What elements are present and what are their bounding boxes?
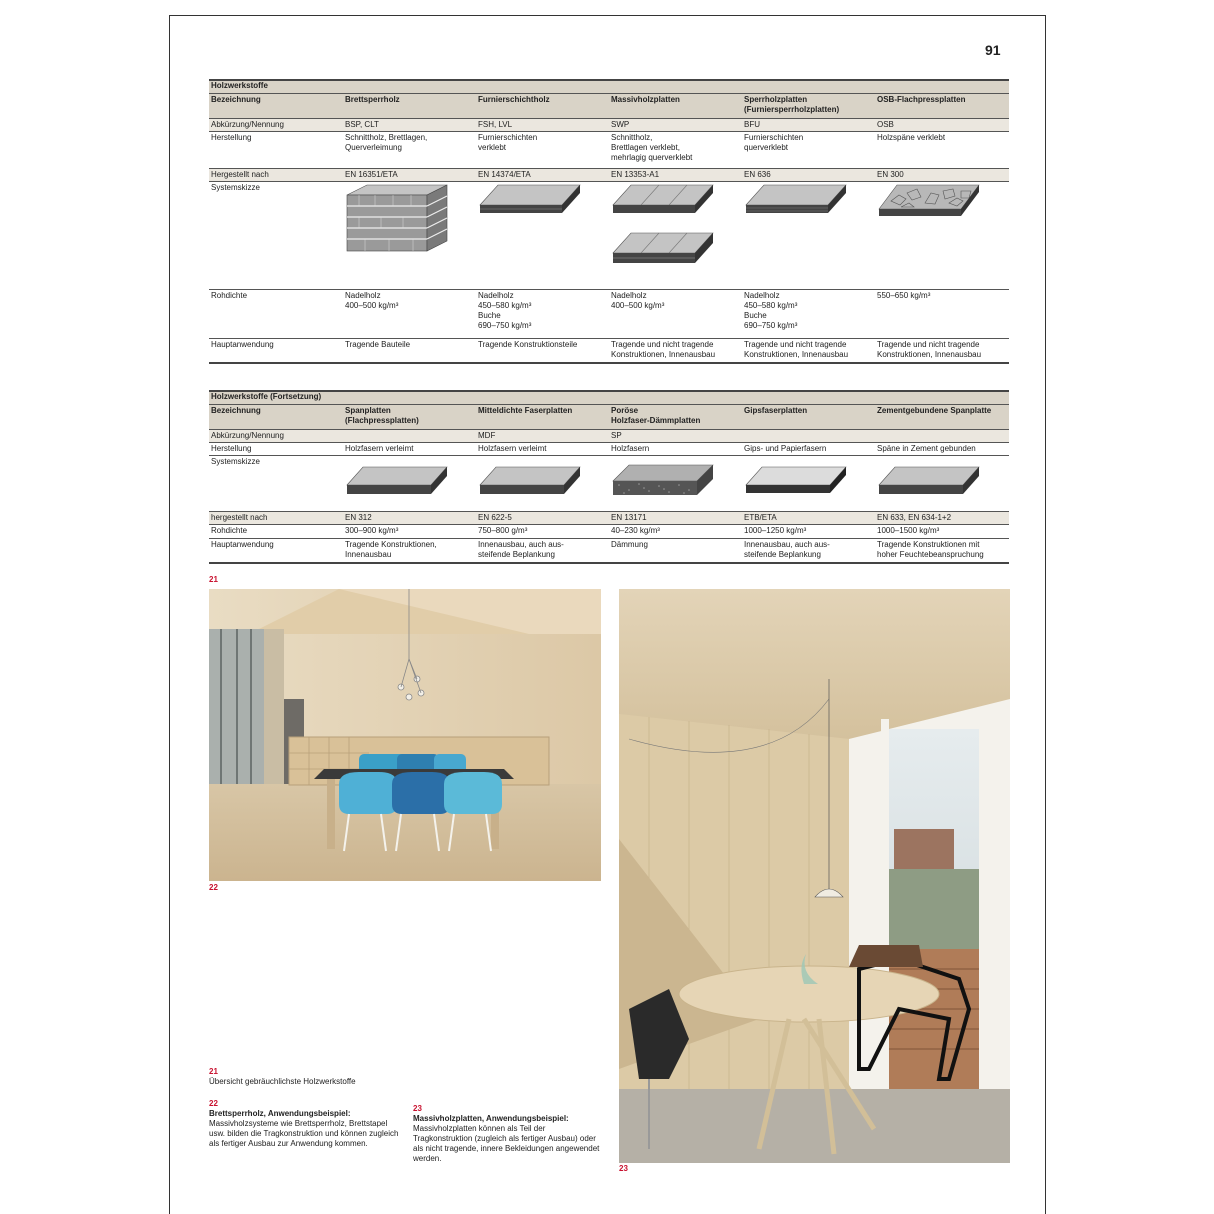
table-cell: MDF bbox=[478, 431, 496, 440]
table-row bbox=[209, 525, 1009, 539]
table-cell: Tragende und nicht tragende Konstruktionen, Innenausbau bbox=[611, 340, 716, 359]
table-cell: Tragende Bauteile bbox=[345, 340, 411, 349]
swp-sketch-icon-1 bbox=[611, 183, 715, 223]
caption-title: Brettsperrholz, Anwendungsbeispiel: bbox=[209, 1109, 351, 1118]
row-label: Abkürzung/Nennung bbox=[211, 431, 284, 440]
table-cell: Dämmung bbox=[611, 540, 648, 549]
table-cell: 1000–1250 kg/m³ bbox=[744, 526, 807, 535]
table-title: Holzwerkstoffe bbox=[209, 79, 1009, 93]
caption-21 bbox=[209, 1067, 399, 1087]
lvl-sketch-icon bbox=[478, 183, 582, 223]
figure-label-22: 22 bbox=[209, 883, 218, 892]
figure-label-23: 23 bbox=[619, 1164, 628, 1173]
table-cell bbox=[875, 430, 1008, 442]
table-cell: EN 622-5 bbox=[478, 513, 512, 522]
sketch-cell bbox=[476, 182, 609, 289]
header-cell: Bezeichnung bbox=[211, 95, 261, 104]
table-cell: 550–650 kg/m³ bbox=[877, 291, 931, 300]
table-header-row bbox=[209, 404, 1009, 430]
table-row bbox=[209, 119, 1009, 132]
table-cell: Furnierschichten verklebt bbox=[478, 133, 538, 152]
table-cell: Tragende und nicht tragende Konstruktionen, Innenausbau bbox=[877, 340, 982, 359]
gipsfaserplatte-sketch-icon bbox=[744, 465, 848, 505]
table-cell: Tragende Konstruktionsteile bbox=[478, 340, 578, 349]
caption-number: 22 bbox=[209, 1099, 218, 1108]
header-cell: Brettsperrholz bbox=[345, 95, 400, 104]
row-label: Abkürzung/Nennung bbox=[211, 120, 284, 129]
table-cell: Innenausbau, auch aus- steifende Beplankung bbox=[744, 540, 830, 559]
table-cell: Tragende und nicht tragende Konstruktionen, Innenausbau bbox=[744, 340, 849, 359]
sketch-cell bbox=[476, 456, 609, 511]
table-cell: Furnierschichten querverklebt bbox=[744, 133, 804, 152]
table-row bbox=[209, 539, 1009, 564]
mdf-sketch-icon bbox=[478, 465, 582, 505]
caption-text: Massivholzplatten können als Teil der Tragkonstruktion (zugleich als fertiger Ausbau) oder als nicht tragende, innere Bekleidungen angewendet werden. bbox=[413, 1124, 600, 1163]
table-cell: 1000–1500 kg/m³ bbox=[877, 526, 940, 535]
table-cell: ETB/ETA bbox=[744, 513, 777, 522]
row-label: Hauptanwendung bbox=[211, 540, 274, 549]
row-label: Systemskizze bbox=[211, 183, 260, 192]
table-cell: Tragende Konstruktionen, Innenausbau bbox=[345, 540, 437, 559]
table-row bbox=[209, 132, 1009, 169]
row-label: Rohdichte bbox=[211, 526, 248, 535]
zementspanplatte-sketch-icon bbox=[877, 465, 981, 505]
table-cell: Nadelholz 400–500 kg/m³ bbox=[611, 291, 665, 310]
caption-text: Übersicht gebräuchlichste Holzwerkstoffe bbox=[209, 1077, 356, 1086]
table-cell: EN 636 bbox=[744, 170, 771, 179]
table-cell: EN 13171 bbox=[611, 513, 647, 522]
clt-sketch-icon bbox=[345, 183, 449, 253]
table-row-systemskizze bbox=[209, 456, 1009, 512]
table-cell: OSB bbox=[877, 120, 894, 129]
table-row bbox=[209, 169, 1009, 182]
table-cell: BSP, CLT bbox=[345, 120, 379, 129]
spanplatte-sketch-icon bbox=[345, 465, 449, 505]
row-label: Hauptanwendung bbox=[211, 340, 274, 349]
table-cell: Schnittholz, Brettlagen verklebt, mehrlagig querverklebt bbox=[611, 133, 693, 162]
header-cell: Sperrholzplatten (Furniersperrholzplatten) bbox=[744, 95, 840, 114]
table-cell: Holzspäne verklebt bbox=[877, 133, 946, 142]
table-header-row bbox=[209, 93, 1009, 119]
table-cell: FSH, LVL bbox=[478, 120, 513, 129]
table-cell: 750–800 g/m³ bbox=[478, 526, 528, 535]
sketch-cell bbox=[609, 182, 742, 289]
table-cell: Späne in Zement gebunden bbox=[877, 444, 976, 453]
header-cell: Poröse Holzfaser-Dämmplatten bbox=[611, 406, 701, 425]
row-label: Herstellung bbox=[211, 444, 252, 453]
table-cell: EN 312 bbox=[345, 513, 372, 522]
row-label: Hergestellt nach bbox=[211, 170, 269, 179]
table-cell: SP bbox=[611, 431, 622, 440]
caption-number: 21 bbox=[209, 1067, 218, 1076]
header-cell: Gipsfaserplatten bbox=[744, 406, 808, 415]
header-cell: Massivholzplatten bbox=[611, 95, 680, 104]
row-label: Rohdichte bbox=[211, 291, 248, 300]
table-cell: 300–900 kg/m³ bbox=[345, 526, 399, 535]
table-cell: EN 13353-A1 bbox=[611, 170, 660, 179]
sketch-cell bbox=[875, 456, 1008, 511]
sketch-cell bbox=[742, 182, 875, 289]
table-row bbox=[209, 430, 1009, 443]
table-cell: EN 300 bbox=[877, 170, 904, 179]
table-cell: EN 14374/ETA bbox=[478, 170, 531, 179]
table-cell: Holzfasern verleimt bbox=[345, 444, 414, 453]
table-cell: Holzfasern verleimt bbox=[478, 444, 547, 453]
table-cell: Tragende Konstruktionen mit hoher Feuchtebeanspruchung bbox=[877, 540, 984, 559]
caption-23 bbox=[413, 1104, 605, 1164]
header-cell: Furnierschichtholz bbox=[478, 95, 550, 104]
header-cell: OSB-Flachpressplatten bbox=[877, 95, 966, 104]
header-cell: Spanplatten (Flachpressplatten) bbox=[345, 406, 419, 425]
sketch-cell bbox=[742, 456, 875, 511]
table-cell: 40–230 kg/m³ bbox=[611, 526, 660, 535]
table-cell: Innenausbau, auch aus- steifende Beplankung bbox=[478, 540, 564, 559]
table-holzwerkstoffe bbox=[209, 79, 1009, 364]
table-cell: SWP bbox=[611, 120, 630, 129]
photo-round-table-room bbox=[619, 589, 1010, 1163]
table-cell: Gips- und Papierfasern bbox=[744, 444, 827, 453]
row-label: Systemskizze bbox=[211, 457, 260, 466]
table-cell: BFU bbox=[744, 120, 760, 129]
osb-sketch-icon bbox=[877, 183, 981, 223]
table-cell: Schnittholz, Brettlagen, Querverleimung bbox=[345, 133, 428, 152]
table-row bbox=[209, 290, 1009, 339]
daemmplatte-sketch-icon bbox=[611, 463, 715, 503]
table-row bbox=[209, 339, 1009, 364]
figure-label-21: 21 bbox=[209, 575, 218, 584]
caption-text: Massivholzsysteme wie Brettsperrholz, Brettstapel usw. bilden die Tragkonstruktion und können zugleich als fertiger Ausbau zur Anwendung kommen. bbox=[209, 1119, 399, 1148]
sketch-cell bbox=[609, 456, 742, 511]
page-number: 91 bbox=[985, 42, 1001, 58]
header-cell: Bezeichnung bbox=[211, 406, 261, 415]
table-cell bbox=[742, 430, 875, 442]
table-row-systemskizze bbox=[209, 182, 1009, 290]
table-cell: EN 16351/ETA bbox=[345, 170, 398, 179]
row-label: Herstellung bbox=[211, 133, 252, 142]
caption-22 bbox=[209, 1099, 404, 1149]
header-cell: Mitteldichte Faserplatten bbox=[478, 406, 573, 415]
row-label: hergestellt nach bbox=[211, 513, 268, 522]
sketch-cell bbox=[875, 182, 1008, 289]
swp-sketch-icon-2 bbox=[611, 231, 715, 271]
table-cell bbox=[343, 430, 476, 442]
table-title: Holzwerkstoffe (Fortsetzung) bbox=[209, 390, 1009, 404]
header-cell: Zementgebundene Spanplatte bbox=[877, 406, 992, 415]
caption-title: Massivholzplatten, Anwendungsbeispiel: bbox=[413, 1114, 569, 1123]
sketch-cell bbox=[343, 456, 476, 511]
table-row bbox=[209, 443, 1009, 456]
caption-number: 23 bbox=[413, 1104, 422, 1113]
bfu-sketch-icon bbox=[744, 183, 848, 223]
table-cell: Nadelholz 450–580 kg/m³ Buche 690–750 kg/m³ bbox=[478, 291, 532, 330]
table-cell: Nadelholz 450–580 kg/m³ Buche 690–750 kg/m³ bbox=[744, 291, 798, 330]
table-row bbox=[209, 512, 1009, 525]
table-cell: EN 633, EN 634-1+2 bbox=[877, 513, 952, 522]
table-cell: Nadelholz 400–500 kg/m³ bbox=[345, 291, 399, 310]
table-cell: Holzfasern bbox=[611, 444, 650, 453]
table-holzwerkstoffe-fortsetzung bbox=[209, 390, 1009, 564]
photo-dining-room bbox=[209, 589, 601, 881]
sketch-cell bbox=[343, 182, 476, 289]
